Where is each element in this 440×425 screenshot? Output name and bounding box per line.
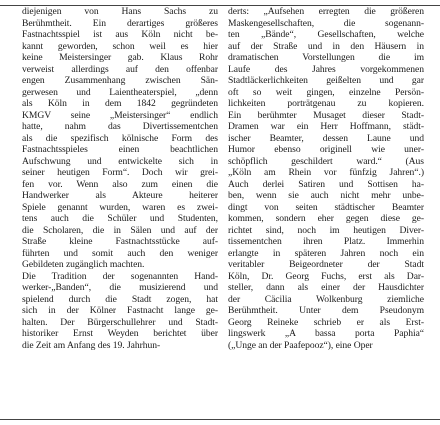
text-line: ben, wenn sie auch nicht mehr unbe- [228, 190, 424, 201]
text-line: Gebildeten zugänglich machten. [22, 259, 145, 270]
text-line: die Scholaren, die in Sälen und auf der [22, 224, 218, 236]
text-line: Berühmtheit. Ein derartiges größeres [22, 17, 218, 29]
text-line: dramatischen Vorstellungen die im [228, 52, 424, 63]
text-line: als die spezifisch kölnische Form des [22, 132, 218, 144]
text-line: Handwerker als Akteure heiterer [22, 190, 218, 201]
text-line: tissementchen ihren Platz. Immerhin [228, 236, 424, 247]
text-line: Berühmtheit. Unter dem Pseudonym [228, 305, 424, 316]
text-line: veritabler Beigeordneter der Stadt [228, 259, 424, 270]
text-line: „Köln am Rhein vor fünfzig Jahren“.) [228, 167, 424, 178]
text-line: Laufe des Jahres vorgekommenen [228, 63, 424, 75]
text-line: keine Meistersinger gab. Klaus Rohr [22, 52, 218, 63]
text-line: („Unge an der Paafepooz“), eine Oper [228, 339, 373, 351]
text-line: Spiele genannt wurden, waren es zwei- [22, 201, 218, 213]
text-line: ischer Beamter, dessen Laune und [228, 132, 424, 144]
text-line: seiner heutigen Form“. Doch wir grei- [22, 167, 218, 178]
text-line: tens auch die Schüler und Studenten, [22, 213, 218, 224]
left-column [22, 6, 218, 351]
text-line: Humor ebenso originell wie uner- [228, 144, 424, 155]
text-line: Straße kleine Fastnachtsstücke auf- [22, 236, 218, 247]
text-line: erlangte in späteren Jahren noch ein [228, 247, 424, 259]
bottom-rule [0, 419, 440, 420]
text-line: Auch derlei Satiren und Sottisen ha- [228, 178, 424, 190]
text-line: oft so weit gingen, einzelne Persön- [228, 86, 424, 98]
text-line: historiker Ernst Weyden berichtet über [22, 328, 218, 339]
text-line: auf der Straße und in den Häusern in [228, 40, 424, 52]
text-line: ten „Bände“, Gesellschaften, welche [228, 29, 424, 40]
text-line: Georg Reineke schrieb er als Erst- [228, 316, 424, 328]
text-line: Ein berühmter Musaget dieser Stadt- [228, 109, 424, 121]
text-line: lingswerk „A bassa porta Paphia“ [228, 328, 424, 339]
text-line: als Köln in dem 1842 gegründeten [22, 98, 218, 109]
text-line: Stadtläckerlichkeiten geißelten und gar [228, 75, 424, 86]
text-line: Fastnachtsspieles einen beachtlichen [22, 144, 218, 155]
text-line: schöpflich geschildert ward.“ (Aus [228, 155, 424, 167]
text-line: kommen, sondern eher gegen diese ge- [228, 213, 424, 224]
text-line: gerwesen und Laientheaterspiel, „denn [22, 86, 218, 98]
text-line: Dramen war ein Herr Hoffmann, städt- [228, 121, 424, 132]
text-line: KMGV seine „Meistersinger“ endlich [22, 109, 218, 121]
text-line: der Cäcilia Wolkenburg ziemliche [228, 293, 424, 305]
right-column [228, 6, 424, 351]
text-line: dingt von seiten städtischer Beamter [228, 201, 424, 213]
text-line: hatte, nahm das Divertissementchen [22, 121, 218, 132]
text-line: die Zeit am Anfang des 19. Jahrhun- [22, 339, 161, 351]
text-line: spielend durch die Stadt zogen, hat [22, 293, 218, 305]
text-line: steller, dann als einer der Hausdichter [228, 282, 424, 293]
text-line: fen vor. Wenn also zum einen die [22, 178, 218, 190]
text-line: Fastnachtsspiel ist aus Köln nicht be- [22, 29, 218, 40]
text-line: derts: „Aufsehen erregten die größeren [228, 6, 424, 17]
text-line: diejenigen von Hans Sachs zu [22, 6, 218, 17]
text-line: werker-„Banden“, die musizierend und [22, 282, 218, 293]
text-line: führten und somit auch den weniger [22, 247, 218, 259]
text-line: richtet sind, noch im heutigen Diver- [228, 224, 424, 236]
text-line: Köln, Dr. Georg Fuchs, erst als Dar- [228, 270, 424, 282]
text-line: kannt geworden, schon weil es hier [22, 40, 218, 52]
text-line: Aufschwung und entwickelte sich in [22, 155, 218, 167]
text-line: verweist allerdings auf den offenbar [22, 63, 218, 75]
text-line: halten. Der Bürgerschullehrer und Stadt- [22, 316, 218, 328]
text-line: Die Tradition der sogenannten Hand- [22, 270, 218, 282]
text-line: Maskengesellschaften, die sogenann- [228, 17, 424, 29]
text-line: sich in der Kölner Fastnacht lange ge- [22, 305, 218, 316]
text-line: lichkeiten porträtgenau zu kopieren. [228, 98, 424, 109]
text-line: engen Zusammenhang zwischen Sän- [22, 75, 218, 86]
